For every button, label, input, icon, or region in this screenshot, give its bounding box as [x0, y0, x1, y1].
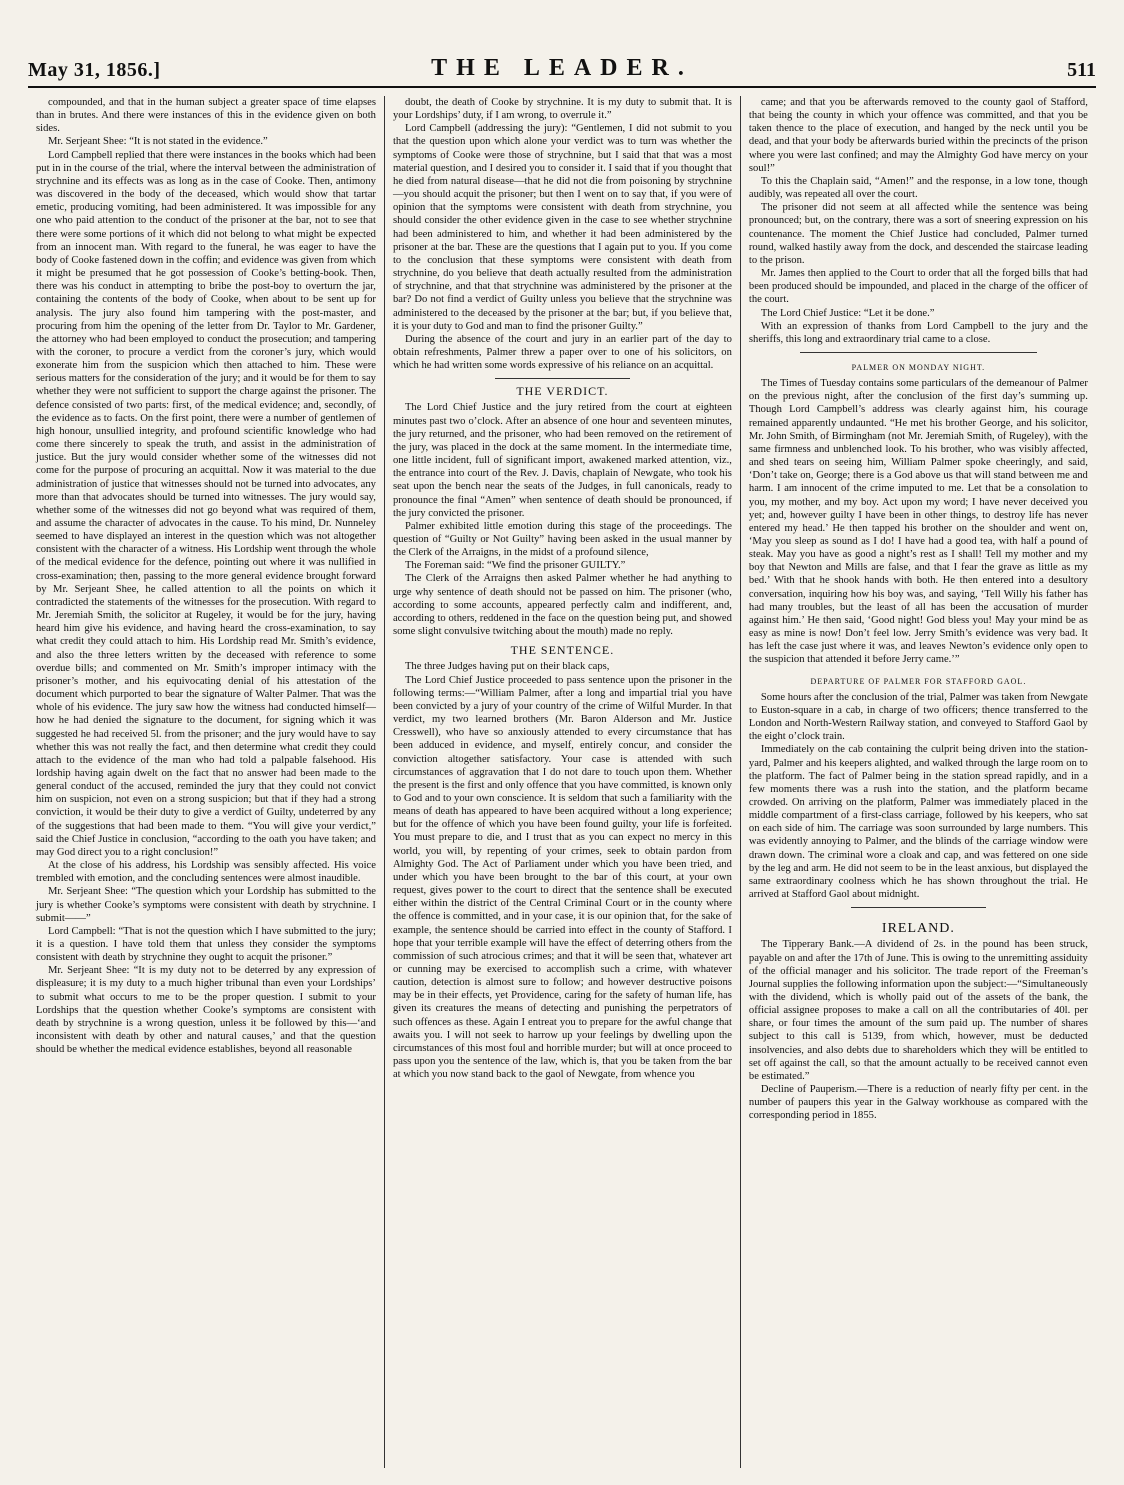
heading-verdict: THE VERDICT.: [516, 384, 609, 399]
column-3-body-a: [749, 96, 1088, 346]
paragraph: The prisoner did not seem at all affected while the sentence was being pronounced; but, on the contrary, there was a sort of sneering expression on his countenance. The moment the Chief Justice had concluded, Palmer turned round, walked hastily away from the dock, and descended the staircase leading to the prison.: [748, 202, 1088, 266]
column-2: [384, 96, 740, 1468]
paragraph: Lord Campbell replied that there were instances in the books which had been put in in the course of the trial, where the interval between the administration of strychnine and its effects was as long as in the case of Cooke. Then, antimony was discovered in the body of the deceased, which would show that tartar emetic, producing vomiting, had been administered. It was impossible for any one who paid attention to the conduct of the prisoner at the bar, not to see that there were some portions of it which did not belong to what might be expected from an innocent man. With regard to the funeral, he was eager to have the body of Cooke fastened down in the coffin; and evidence was given from which it might be presumed that he got possession of Cooke’s betting-book. Then, there was his conduct in attempting to bribe the post-boy to overturn the jar, containing the contents of the body of Cooke, when about to be sent up for analysis. The jury also found him tampering with the post-master, and procuring from him the opening of the letter from Dr. Taylor to Mr. Gardener, the attorney who had been employed to conduct the prosecution; and tampering with the coroner, to procure a verdict from the coroner’s jury, which would exonerate him from the suspicion which then attached to him. These were serious matters for the consideration of the jury; and it would be for them to say whether they were not sufficient to support the charge against the prisoner. The defence consisted of two parts: first, of the medical evidence; and, secondly, of the evidence as to facts. On the first point, there were a number of gentlemen of high honour, unsullied integrity, and profound scientific knowledge who had come there sincerely to speak the truth, and assist in the administration of justice. But the jury would consider whether some of the witnesses did not come for the purpose of procuring an acquittal. Now it was material to the due administration of justice that witnesses should not be turned into advocates, any more than that advocates should be turned into witnesses. The jury would say, whether some of the witnesses did not go beyond what was required of them, and assume the character of advocates in the cause. To his mind, Dr. Nunneley seemed to have displayed an interest in the question which was not altogether consistent with the character of a witness. His Lordship went through the whole of the medical evidence for the defence, pointing out where it was nullified in cross-examination; then, passing to the more general evidence brought forward by Mr. Serjeant Shee, he called attention to all the points on which it contradicted the statements of the witnesses for the prosecution. With regard to Mr. Jeremiah Smith, the solicitor at Rugeley, it would be for the jury, having heard him give his evidence, and having heard the cross-examination, to say what credit they could attach to him. His Lordship read Mr. Smith’s evidence, and also the three letters written by the deceased with reference to some overdue bills; and commented on Mr. Smith’s improper intimacy with the prisoner’s mother, and his equivocating denial of his attestation of the document which purported to bear the signature of Walter Palmer. That was the whole of his evidence. The jury saw how the witness had conducted himself—how he had denied the signature to the document, for signing which it was suggested he had received 5l. from the prisoner; and the jury would have to say whether this was not really the fact, and then determine what credit they could attach to the evidence of the man who had told a palpable falsehood. His lordship having again dwelt on the fact that no answer had been made to the general conduct of the accused, reminded the jury that they could not convict him on suspicion, not even on a strong suspicion; but that if they had a strong conviction, it would be their duty to give a verdict of Guilty, undeterred by any of the suggestions that had been made to them. “You will give your verdict,” said the Chief Justice in conclusion, “according to the oath you have taken; and may God direct you to a right conclusion!”: [36, 149, 376, 858]
heading-departure: DEPARTURE OF PALMER FOR STAFFORD GAOL.: [810, 676, 1027, 686]
paragraph: At the close of his address, his Lordship was sensibly affected. His voice trembled with emotion, and the concluding sentences were almost inaudible.: [36, 860, 376, 885]
paragraph: Mr. Serjeant Shee: “It is not stated in the evidence.”: [48, 136, 268, 148]
paragraph: The Lord Chief Justice and the jury retired from the court at eighteen minutes past two o’clock. After an absence of one hour and seventeen minutes, the jury returned, and the prisoner, who had been removed on the retirement of the jury, was placed in the dock at the same moment. In the intermediate time, one little incident, full of significant import, awakened marked attention, viz., the entrance into court of the Rev. J. Davis, chaplain of Newgate, who took his seat upon the bench near the seats of the Judges, in full canonicals, ready to pronounce the final “Amen” when sentence of death should be pronounced, if the jury convicted the prisoner.: [392, 402, 732, 519]
heading-ireland: IRELAND.: [881, 921, 955, 937]
column-1: [28, 96, 384, 1468]
paragraph: To this the Chaplain said, “Amen!” and the response, in a low tone, though audibly, was repeated all over the court.: [748, 175, 1088, 201]
article-columns: [28, 96, 1096, 1468]
column-3-body-d: [749, 938, 1088, 1122]
paragraph: Palmer exhibited little emotion during this stage of the proceedings. The question of “Guilty or Not Guilty” having been asked in the usual manner by the Clerk of the Arraigns, in the midst of a profound silence,: [392, 520, 732, 559]
issue-date: May 31, 1856.]: [28, 59, 161, 81]
heading-palmer-monday: PALMER ON MONDAY NIGHT.: [851, 362, 986, 372]
page-number: 511: [1067, 59, 1096, 81]
paragraph: With an expression of thanks from Lord Campbell to the jury and the sheriffs, this long and extraordinary trial came to a close.: [748, 320, 1088, 345]
paragraph: Mr. Serjeant Shee: “It is my duty not to be deterred by any expression of displeasure; it is my duty to a much higher tribunal than even your Lordships’ to submit what occurs to me to be the proper question. I submit to your Lordships that the question whether Cooke’s symptoms are consistent with death by strychnine is a wrong question, unless it be followed by this—‘and inconsistent with death by other and natural causes,’ and that the question should be whether the medical evidence establishes, beyond all reasonable: [36, 965, 376, 1056]
paragraph: The Clerk of the Arraigns then asked Palmer whether he had anything to urge why sentence of death should not be passed on him. The prisoner (who, according to some accounts, appeared perfectly calm and indifferent, and, according to others, reddened in the face on the question being put, and showed some slight convulsive twitching about the mouth) made no reply.: [392, 573, 732, 638]
paragraph: The Tipperary Bank.—A dividend of 2s. in the pound has been struck, payable on and after the 17th of June. This is owing to the unremitting assiduity of the official manager and his solicitor. The trade report of the Freeman’s Journal supplies the following information upon the subject:—“Simultaneously with the dividend, which is wholly paid out of the assets of the bank, the official assignee proposes to make a call on all the contributaries of 40l. per share, or four times the amount of the sum paid up. The number of shares subject to this call is 5139, from which, however, must be deducted insolvencies, and also debts due to shareholders which they will be entitled to set off against the call, so that the amount actually to be received cannot even be estimated.”: [748, 939, 1088, 1082]
paragraph: Some hours after the conclusion of the trial, Palmer was taken from Newgate to Euston-square in a cab, in charge of two officers; thence transferred to the London and North-Western Railway station, and conveyed to Stafford Gaol by the eight o’clock train.: [748, 691, 1088, 743]
masthead-title: THE LEADER.: [431, 55, 693, 81]
page-header: [28, 52, 1096, 88]
paragraph: Lord Campbell: “That is not the question which I have submitted to the jury; it is a question. I have told them that unless they consider the symptoms consistent with death by strychnine they ought to acquit the prisoner.”: [36, 925, 376, 964]
column-1-body: [36, 96, 376, 1056]
paragraph: Decline of Pauperism.—There is a reduction of nearly fifty per cent. in the number of paupers this year in the Galway workhouse as compared with the corresponding period in 1855.: [748, 1084, 1088, 1122]
paragraph: compounded, and that in the human subject a greater space of time elapses than in brutes. And there were instances of this in the evidence given on both sides.: [36, 97, 376, 135]
column-3: [740, 96, 1096, 1468]
paragraph: The three Judges having put on their black caps,: [404, 661, 610, 673]
paragraph: Lord Campbell (addressing the jury): “Gentlemen, I did not submit to you that the question upon which alone your verdict was to turn was whether the symptoms of Cooke were those of strychnine, but I said that that was a most material question, and I desired you to consider it. I said that if you thought that he died from natural disease—that he did not die from poisoning by strychnine—you should acquit the prisoner; but then I went on to say that, if you were of opinion that the symptoms were consistent with death from strychnine, you should consider the other evidence given in the case to see whether strychnine had been administered to him, and whether it had been administered by the prisoner at the bar. These are the questions that I again put to you. If you come to the conclusion that these symptoms were consistent with death from strychnine, do you believe that death actually resulted from the administration of strychnine, and that that strychnine was administered by the prisoner at the bar? Do not find a verdict of Guilty unless you believe that the strychnine was administered to the deceased by the prisoner at the bar; but, if you believe that, it is your duty to God and man to find the prisoner Guilty.”: [392, 123, 732, 332]
paragraph: The Lord Chief Justice proceeded to pass sentence upon the prisoner in the following terms:—“William Palmer, after a long and impartial trial you have been convicted by a jury of your country of the crime of Wilful Murder. In that verdict, my two learned brothers (Mr. Baron Alderson and Mr. Justice Cresswell), who have so anxiously attended to every circumstance that has been adduced in evidence, and myself, entirely concur, and consider the conviction altogether satisfactory. Your case is attended with such circumstances of aggravation that I do not dare to touch upon them. Whether the present is the first and only offence that you have committed, is known only to God and to your own conscience. It is seldom that such a familiarity with the means of death has appeared to have been acquired without a long experience; but for the offence of which you have been found guilty, your life is forfeited. You must prepare to die, and I trust that as you can expect no mercy in this world, you will, by repenting of your crimes, seek to obtain pardon from Almighty God. The Act of Parliament under which you have been tried, and under which you have been brought to the bar of this court, at your own request, gives power to the court to direct that the sentence shall be executed either within the district of the Central Criminal Court or in the county where the offence is committed, and in your case, it is our opinion that, for the sake of example, the sentence should be carried into effect in the county of Stafford. I hope that your terrible example will have the effect of deterring others from the commission of such atrocious crimes; and that it will be seen that, whatever art or cunning may be exercised to accomplish such a crime, with whatever caution, detection is almost sure to follow; and however destructive poisons may be in their effects, yet Providence, caring for the safety of human life, has given its creatures the means of detecting and punishing the perpetrators of such offences as these. Again I entreat you to prepare for the awful change that awaits you. I will not seek to harrow up your feelings by dwelling upon the circumstances of this most foul and horrible murder; but will at once proceed to pass upon you the sentence of the law, which is, that you be taken from the bar at which you now stand back to the gaol of Newgate, from whence you: [392, 674, 732, 1081]
paragraph: The Foreman said: “We find the prisoner GUILTY.”: [404, 560, 626, 572]
paragraph: came; and that you be afterwards removed to the county gaol of Stafford, that being the county in which your offence was committed, and that you be taken thence to the place of execution, and hanged by the neck until you be dead, and that your body be afterwards buried within the precincts of the prison where you were last confined; and may the Almighty God have mercy on your soul!”: [748, 97, 1088, 174]
paragraph: Mr. Serjeant Shee: “The question which your Lordship has submitted to the jury is whether Cooke’s symptoms were consistent with death by strychnine. I submit——”: [36, 886, 376, 924]
heading-sentence: THE SENTENCE.: [510, 643, 615, 658]
paragraph: The Times of Tuesday contains some particulars of the demeanour of Palmer on the previous night, after the conclusion of the first day’s summing up. Though Lord Campbell’s address was clearly against him, his courage remained apparently undaunted. “He met his brother George, and his solicitor, Mr. John Smith, of Birmingham (not Mr. Jeremiah Smith, of Rugeley), with the same firmness and unblenched look. To his brother, who was visibly affected, and shed tears on seeing him, William Palmer spoke cheeringly, and said, ‘Don’t take on, George; there is a God above us that will stand between me and harm. I am innocent of the crime imputed to me. Let that be a consolation to you, my mother, and my boy. Act upon my word; I have never deceived you yet; and, however guilty I have been in other things, to destroy life has never entered my head.’ He then tapped his brother on the shoulder and went on, ‘May you sleep as sound as I do! I have had a good tea, with half a pound of steak. May you have as good a night’s rest as I shall! Tell my mother and my boy that Newton and Mills are false, and that I fear the grave as little as my bed.’ With that he shook hands with both. He then entered into a desultory conversation, inquiring how his boy was, and saying, ‘Tell Willy his father has had many troubles, but the least of all has been the accusation of murder against him.’ He then said, ‘Good night! God bless you! May your mind be as easy as mine is now! Don’t feel low. Jerry Smith’s evidence was very bad. It has left the case just where it was, and leaves Newton’s evidence only open to the suspicion that attended it before Jerry came.’”: [748, 378, 1088, 666]
column-2-body-a: [393, 96, 732, 372]
paragraph: Mr. James then applied to the Court to order that all the forged bills that had been produced should be impounded, and placed in the charge of the officer of the court.: [748, 268, 1088, 306]
column-2-body-b: [393, 401, 732, 638]
paragraph: The Lord Chief Justice: “Let it be done.”: [760, 307, 935, 319]
paragraph: Immediately on the cab containing the culprit being driven into the station-yard, Palmer and his keepers alighted, and walked through the large room on to the platform. The fact of Palmer being in the station spread rapidly, and in a few moments there was a rush into the station, and the platform became crowded. On arriving on the platform, Palmer was immediately placed in the middle compartment of a first-class carriage, followed by his keepers, who sat on each side of him. The carriage was soon surrounded by large numbers. This was evidently annoying to Palmer, and the blinds of the carriage window were drawn down. The criminal wore a cloak and cap, and was fettered on one side by the leg and arm. He did not seem to be in the least anxious, but displayed the same extraordinary coolness which he has shown throughout the trial. He arrived at Stafford Gaol about midnight.: [748, 744, 1088, 901]
paragraph: doubt, the death of Cooke by strychnine. It is my duty to submit that. It is your Lordships’ duty, if I am wrong, to overrule it.”: [392, 97, 732, 122]
paragraph: During the absence of the court and jury in an earlier part of the day to obtain refreshments, Palmer threw a paper over to one of his solicitors, on which he had written some words expressive of his reliance on an acquittal.: [392, 333, 732, 372]
section-rule: [800, 352, 1037, 353]
section-rule: [495, 378, 631, 379]
column-3-body-c: [749, 691, 1088, 902]
section-rule: [851, 907, 987, 908]
column-3-body-b: [749, 377, 1088, 666]
column-2-body-c: [393, 660, 732, 1081]
